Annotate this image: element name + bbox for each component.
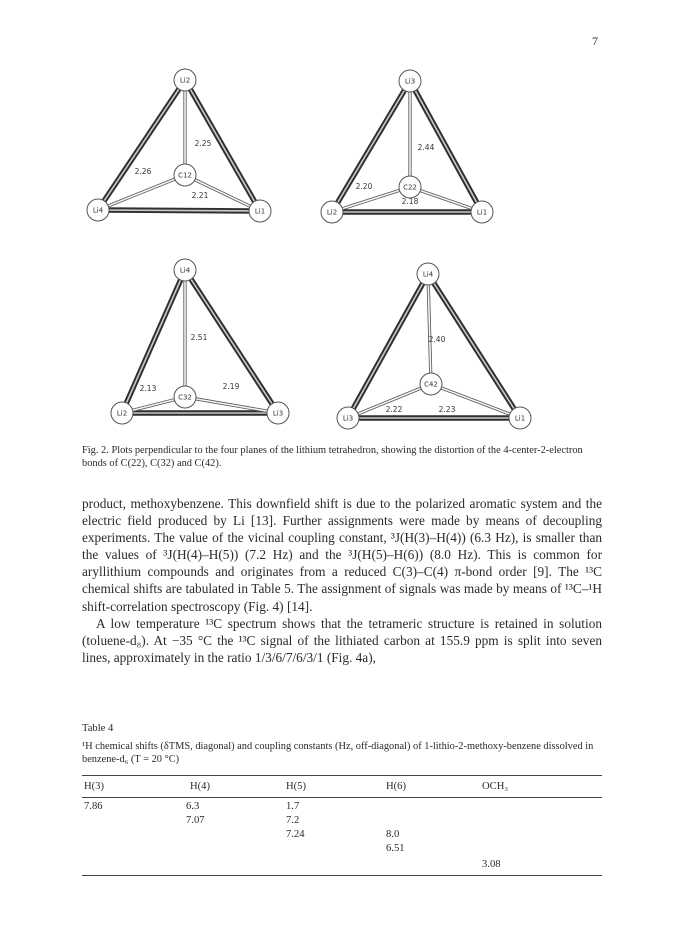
figure-caption: Fig. 2. Plots perpendicular to the four planes of the lithium tetrahedron, showing the distortion of the 4-center-2-electron bonds of C(22), C(32) and C(42).	[82, 445, 583, 469]
body-text	[82, 495, 602, 666]
table-title: Table 4	[82, 723, 114, 734]
lithium-atom-label: Li2	[179, 76, 191, 85]
table-header-h5: H(5)	[286, 781, 307, 792]
carbon-atom-label: C22	[403, 183, 417, 192]
distance-label: 2.19	[222, 382, 240, 391]
edge-rod-highlight	[98, 210, 260, 211]
table-header-rule	[82, 797, 602, 798]
edge-rod-highlight	[348, 274, 428, 418]
lithium-atom-label: Li4	[92, 206, 104, 215]
table-cell: 6.3	[186, 801, 200, 812]
paragraph-2: A low temperature ¹³C spectrum shows that the tetrameric structure is retained in solution (toluene-d₈). At −35 °C the ¹³C signal of the lithiated carbon at 155.9 ppm is split into seven lines, approximately in the ratio 1/3/6/7/6/3/1 (Fig. 4a),	[82, 615, 602, 665]
lithium-atom-label: Li3	[404, 77, 416, 86]
table-cell: 6.51	[386, 843, 405, 854]
page-number: 7	[592, 34, 598, 48]
distance-label: 2.26	[134, 167, 152, 176]
table-cell: 7.24	[286, 829, 305, 840]
table-header-och3: OCH₃	[482, 781, 509, 792]
lithium-atom-label: Li2	[116, 409, 128, 418]
lithium-atom-label: Li4	[422, 270, 434, 279]
table-header-h4: H(4)	[190, 781, 211, 792]
table-cell: 7.86	[84, 801, 103, 812]
carbon-atom-label: C42	[424, 380, 438, 389]
lithium-atom-label: Li3	[342, 414, 354, 423]
distance-label: 2.25	[194, 139, 212, 148]
table-cell: 7.07	[186, 815, 205, 826]
distance-label: 2.40	[428, 335, 446, 344]
table-caption: ¹H chemical shifts (δTMS, diagonal) and coupling constants (Hz, off-diagonal) of 1-lithio-2-methoxy-benzene dissolved in benzene-d₆ (T = 20 °C)	[82, 741, 594, 765]
distance-label: 2.21	[191, 191, 209, 200]
paragraph-1: product, methoxybenzene. This downfield shift is due to the polarized aromatic system and the electric field produced by Li [13]. Further assignments were made by means of decoupling experiments. The value of the vicinal coupling constant, ³J(H(3)–H(4)) (6.3 Hz), is smaller than the values of ³J(H(4)–H(5)) (7.2 Hz) and the ³J(H(5)–H(6)) (8.0 Hz). This is common for aryllithium compounds and originates from a reduced C(3)–C(4) π-bond order [9]. The ¹³C chemical shifts are tabulated in Table 5. The assignment of signals was made by means of ¹³C–¹H shift-correlation spectroscopy (Fig. 4) [14].	[82, 496, 602, 614]
distance-label: 2.51	[190, 333, 208, 342]
table-cell: 1.7	[286, 801, 300, 812]
distance-label: 2.23	[438, 405, 456, 414]
table-cell: 3.08	[482, 859, 501, 870]
lithium-atom-label: Li1	[514, 414, 526, 423]
table-bottom-rule	[82, 875, 602, 876]
table-header-h6: H(6)	[386, 781, 407, 792]
edge-rod-highlight	[428, 274, 520, 418]
distance-label: 2.20	[355, 182, 373, 191]
table-cell: 8.0	[386, 829, 400, 840]
distance-label: 2.44	[417, 143, 435, 152]
distance-label: 2.13	[139, 384, 157, 393]
lithium-atom-label: Li1	[254, 207, 266, 216]
lithium-atom-label: Li2	[326, 208, 338, 217]
lithium-atom-label: Li3	[272, 409, 284, 418]
lithium-atom-label: Li4	[179, 266, 191, 275]
table-cell: 7.2	[286, 815, 300, 826]
edge-rod-highlight	[98, 80, 185, 210]
lithium-atom-label: Li1	[476, 208, 488, 217]
carbon-atom-label: C32	[178, 393, 192, 402]
carbon-atom-label: C12	[178, 171, 192, 180]
distance-label: 2.18	[401, 197, 419, 206]
distance-label: 2.22	[385, 405, 403, 414]
table-header-h3: H(3)	[84, 781, 105, 792]
table-top-rule	[82, 775, 602, 776]
